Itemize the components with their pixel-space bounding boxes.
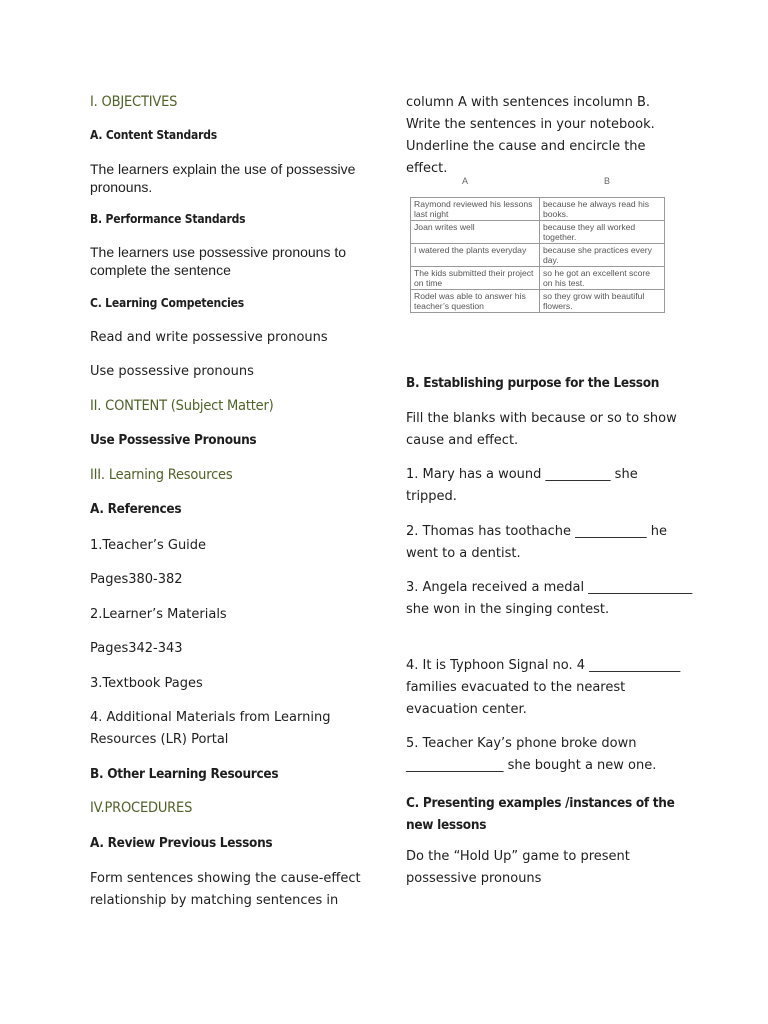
references-heading: A. References — [90, 501, 182, 517]
content-heading: II. CONTENT (Subject Matter) — [90, 398, 274, 414]
exercise-item-2: 2. Thomas has toothache ___________ he went to a dentist. — [406, 524, 668, 561]
content-standards-heading: A. Content Standards — [90, 128, 217, 142]
continued-instructions: column A with sentences incolumn B. Write the sentences in your notebook. Underline the cause and encircle the effect. — [406, 95, 655, 176]
table-cell-effect: because they all worked together. — [540, 221, 665, 244]
exercise-item-3: 3. Angela received a medal ________________ she won in the singing contest. — [406, 580, 693, 617]
table-row — [411, 244, 665, 267]
review-heading: A. Review Previous Lessons — [90, 835, 273, 851]
exercise-item-5: 5. Teacher Kay’s phone broke down _______________ she bought a new one. — [406, 736, 657, 773]
presenting-text: Do the “Hold Up” game to present possessive pronouns — [406, 849, 630, 886]
table-row — [411, 221, 665, 244]
table-cell-cause: The kids submitted their project on time — [411, 267, 540, 290]
table-cell-cause: Joan writes well — [411, 221, 540, 244]
table-cell-effect: because he always read his books. — [540, 198, 665, 221]
objectives-heading: I. OBJECTIVES — [90, 94, 178, 110]
purpose-text: Fill the blanks with because or so to show cause and effect. — [406, 411, 677, 448]
competency-2: Use possessive pronouns — [90, 364, 254, 379]
table-row — [411, 290, 665, 313]
ref-2-pages: Pages342-343 — [90, 641, 183, 656]
review-text: Form sentences showing the cause-effect relationship by matching sentences in — [90, 871, 361, 908]
other-resources-heading: B. Other Learning Resources — [90, 766, 279, 782]
table-column-b-label: B — [604, 176, 611, 186]
content-standards-text: The learners explain the use of possessive pronouns. — [90, 161, 356, 195]
table-cell-effect: so they grow with beautiful flowers. — [540, 290, 665, 313]
resources-heading: III. Learning Resources — [90, 467, 233, 483]
ref-1: 1.Teacher’s Guide — [90, 538, 207, 553]
ref-3: 3.Textbook Pages — [90, 676, 203, 691]
procedures-heading: IV.PROCEDURES — [90, 800, 193, 816]
exercise-item-1: 1. Mary has a wound __________ she tripped. — [406, 467, 638, 504]
ref-2: 2.Learner’s Materials — [90, 607, 227, 622]
exercise-item-4: 4. It is Typhoon Signal no. 4 ______________ families evacuated to the nearest evacuation center. — [406, 658, 681, 717]
ref-1-pages: Pages380-382 — [90, 572, 183, 587]
purpose-heading: B. Establishing purpose for the Lesson — [406, 375, 660, 391]
table-cell-cause: I watered the plants everyday — [411, 244, 540, 267]
table-row — [411, 267, 665, 290]
table-cell-effect: so he got an excellent score on his test. — [540, 267, 665, 290]
table-column-a-label: A — [462, 176, 469, 186]
content-topic: Use Possessive Pronouns — [90, 432, 257, 448]
table-cell-cause: Raymond reviewed his lessons last night — [411, 198, 540, 221]
matching-table-wrapper — [410, 197, 665, 313]
performance-standards-text: The learners use possessive pronouns to complete the sentence — [90, 244, 347, 278]
presenting-heading: C. Presenting examples /instances of the new lessons — [406, 795, 675, 833]
competency-1: Read and write possessive pronouns — [90, 330, 328, 345]
table-cell-effect: because she practices every day. — [540, 244, 665, 267]
table-cell-cause: Rodel was able to answer his teacher’s question — [411, 290, 540, 313]
ref-4: 4. Additional Materials from Learning Resources (LR) Portal — [90, 710, 331, 747]
competencies-heading: C. Learning Competencies — [90, 296, 245, 310]
matching-table — [410, 197, 665, 313]
performance-standards-heading: B. Performance Standards — [90, 212, 246, 226]
table-row — [411, 198, 665, 221]
